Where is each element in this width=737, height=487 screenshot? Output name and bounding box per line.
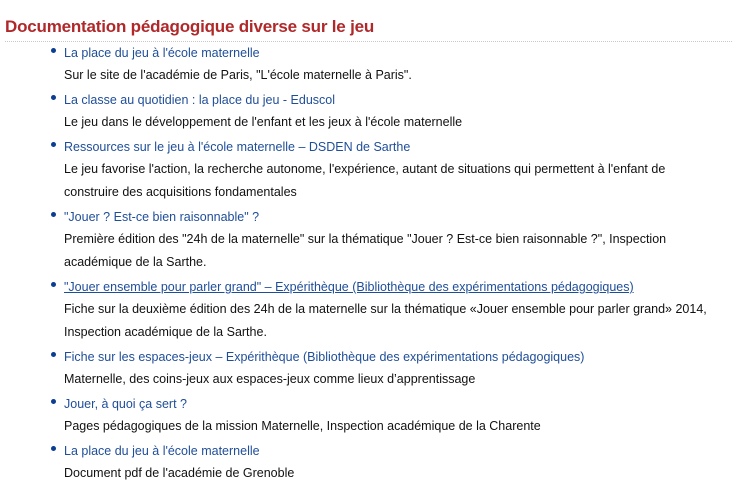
resource-link[interactable]: La place du jeu à l'école maternelle	[64, 444, 260, 458]
bullet-icon	[51, 446, 56, 451]
bullet-icon	[51, 48, 56, 53]
bullet-icon	[51, 142, 56, 147]
list-item	[0, 136, 737, 204]
list-item	[0, 440, 737, 485]
resource-description: Le jeu dans le développement de l'enfant et les jeux à l'école maternelle	[64, 115, 463, 129]
resource-list	[0, 42, 737, 487]
list-item	[0, 346, 737, 391]
bullet-icon	[51, 399, 56, 404]
bullet-icon	[51, 95, 56, 100]
resource-description: Document pdf de l'académie de Grenoble	[64, 466, 295, 480]
bullet-icon	[51, 282, 56, 287]
list-item	[0, 42, 737, 87]
resource-link[interactable]: Ressources sur le jeu à l'école maternelle – DSDEN de Sarthe	[64, 140, 411, 154]
resource-description: Maternelle, des coins-jeux aux espaces-jeux comme lieux d’apprentissage	[64, 372, 476, 386]
resource-link[interactable]: "Jouer ? Est-ce bien raisonnable" ?	[64, 210, 260, 224]
bullet-icon	[51, 212, 56, 217]
list-item	[0, 393, 737, 438]
section-title: Documentation pédagogique diverse sur le jeu	[5, 16, 732, 42]
resource-description: Première édition des "24h de la maternelle" sur la thématique "Jouer ? Est-ce bien raisonnable ?", Inspection académique de la Sarthe.	[64, 232, 667, 269]
resource-link[interactable]: Jouer, à quoi ça sert ?	[64, 397, 187, 411]
resource-description: Sur le site de l'académie de Paris, "L'école maternelle à Paris".	[64, 68, 412, 82]
resource-link[interactable]: "Jouer ensemble pour parler grand" – Expérithèque (Bibliothèque des expérimentations pédagogiques)	[64, 280, 634, 294]
bullet-icon	[51, 352, 56, 357]
resource-link[interactable]: La classe au quotidien : la place du jeu - Eduscol	[64, 93, 336, 107]
resource-description: Fiche sur la deuxième édition des 24h de la maternelle sur la thématique «Jouer ensemble pour parler grand» 2014, Inspection académique de la Sarthe.	[64, 302, 707, 339]
list-item	[0, 276, 737, 344]
list-item	[0, 89, 737, 134]
resource-description: Le jeu favorise l'action, la recherche autonome, l'expérience, autant de situations qui permettent à l'enfant de construire des acquisitions fondamentales	[64, 162, 666, 199]
resource-description: Pages pédagogiques de la mission Maternelle, Inspection académique de la Charente	[64, 419, 541, 433]
resource-link[interactable]: Fiche sur les espaces-jeux – Expérithèque (Bibliothèque des expérimentations pédagogiques)	[64, 350, 585, 364]
resource-link[interactable]: La place du jeu à l'école maternelle	[64, 46, 260, 60]
list-item	[0, 206, 737, 274]
